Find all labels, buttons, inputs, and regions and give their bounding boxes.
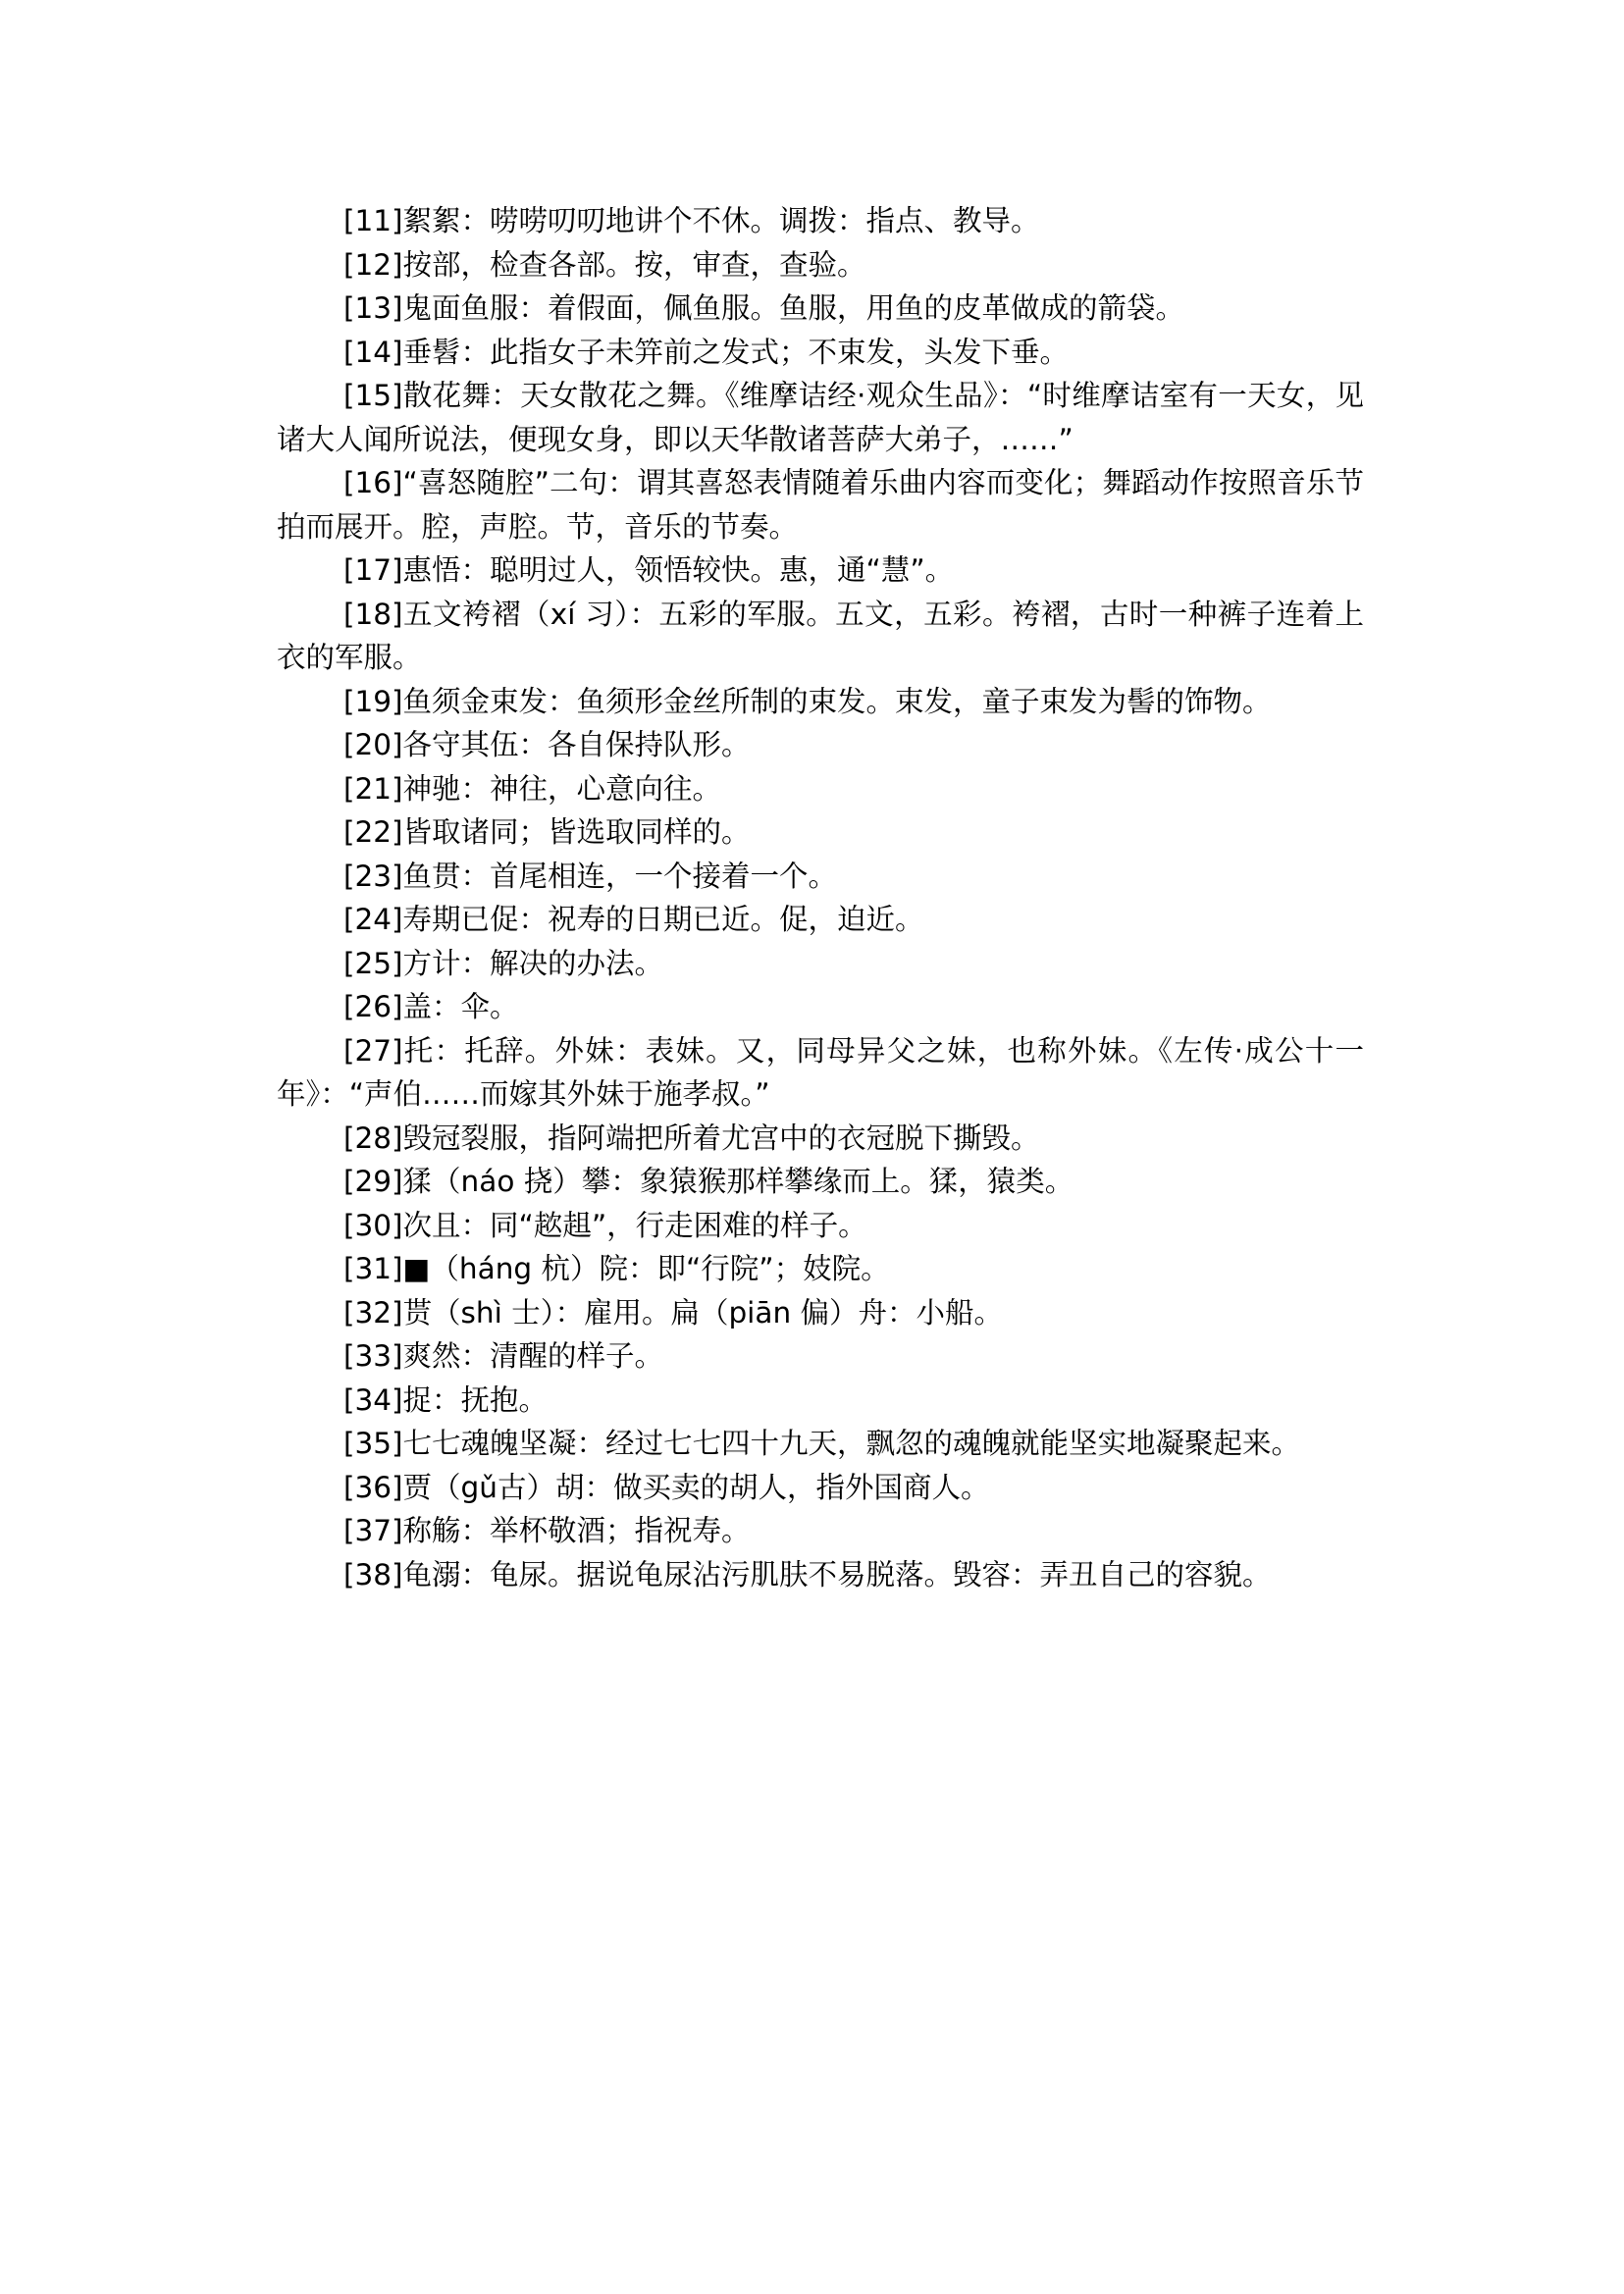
annotation-item: [27]托：托辞。外妹：表妹。又，同母异父之妹，也称外妹。《左传·成公十一年》：“声伯……而嫁其外妹于施孝叔。” (277, 1033, 1364, 1111)
annotation-item: [36]贾（gǔ古）胡：做买卖的胡人，指外国商人。 (343, 1470, 990, 1504)
annotation-item: [15]散花舞：天女散花之舞。《维摩诘经·观众生品》：“时维摩诘室有一天女，见诸大人闻所说法，便现女身，即以天华散诸菩萨大弟子，……” (277, 379, 1364, 456)
annotation-item: [13]鬼面鱼服：着假面，佩鱼服。鱼服，用鱼的皮革做成的箭袋。 (343, 291, 1185, 325)
annotation-item: [25]方计：解决的办法。 (343, 946, 664, 980)
annotation-item: [26]盖：伞。 (343, 990, 519, 1023)
annotation-item: [23]鱼贯：首尾相连，一个接着一个。 (343, 859, 838, 893)
annotation-item: [11]絮絮：唠唠叨叨地讲个不休。调拨：指点、教导。 (343, 204, 1040, 237)
annotation-item: [17]惠悟：聪明过人，领悟较快。惠，通“慧”。 (343, 553, 955, 587)
annotation-item: [37]称觞：举杯敬酒；指祝寿。 (343, 1514, 751, 1547)
annotation-item: [24]寿期已促：祝寿的日期已近。促，迫近。 (343, 903, 924, 936)
annotation-item: [20]各守其伍：各自保持队形。 (343, 728, 751, 761)
annotation-item: [31]■（háng 杭）院：即“行院”；妓院。 (343, 1252, 890, 1285)
annotation-item: [35]七七魂魄坚凝：经过七七四十九天，飘忽的魂魄就能坚实地凝聚起来。 (343, 1427, 1301, 1460)
annotation-item: [14]垂髫：此指女子未笄前之发式；不束发，头发下垂。 (343, 335, 1070, 369)
annotation-item: [18]五文袴褶（xí 习）：五彩的军服。五文，五彩。袴褶，古时一种裤子连着上衣的军服。 (277, 597, 1364, 674)
annotation-item: [28]毁冠裂服，指阿端把所着尤宫中的衣冠脱下撕毁。 (343, 1121, 1040, 1155)
annotation-item: [34]捉：抚抱。 (343, 1382, 549, 1417)
annotation-item: [29]猱（náo 挠）攀：象猿猴那样攀缘而上。猱，猿类。 (343, 1165, 1074, 1198)
annotation-item: [33]爽然：清醒的样子。 (343, 1339, 664, 1373)
annotation-item: [16]“喜怒随腔”二句：谓其喜怒表情随着乐曲内容而变化；舞蹈动作按照音乐节拍而展开。腔，声腔。节，音乐的节奏。 (277, 466, 1364, 544)
annotation-item: [12]按部，检查各部。按，审查，查验。 (343, 247, 866, 282)
annotation-item: [22]皆取诸同；皆选取同样的。 (343, 815, 751, 849)
annotation-item: [19]鱼须金束发：鱼须形金丝所制的束发。束发，童子束发为髻的饰物。 (343, 684, 1272, 718)
annotation-item: [38]龟溺：龟尿。据说龟尿沾污肌肤不易脱落。毁容：弄丑自己的容貌。 (343, 1557, 1272, 1591)
annotation-item: [21]神驰：神往，心意向往。 (343, 771, 722, 806)
annotation-item: [30]次且：同“趑趄”，行走困难的样子。 (343, 1208, 867, 1242)
annotation-list (277, 199, 1364, 1596)
annotation-item: [32]贳（shì 士）：雇用。扁（piān 偏）舟：小船。 (343, 1295, 1004, 1329)
